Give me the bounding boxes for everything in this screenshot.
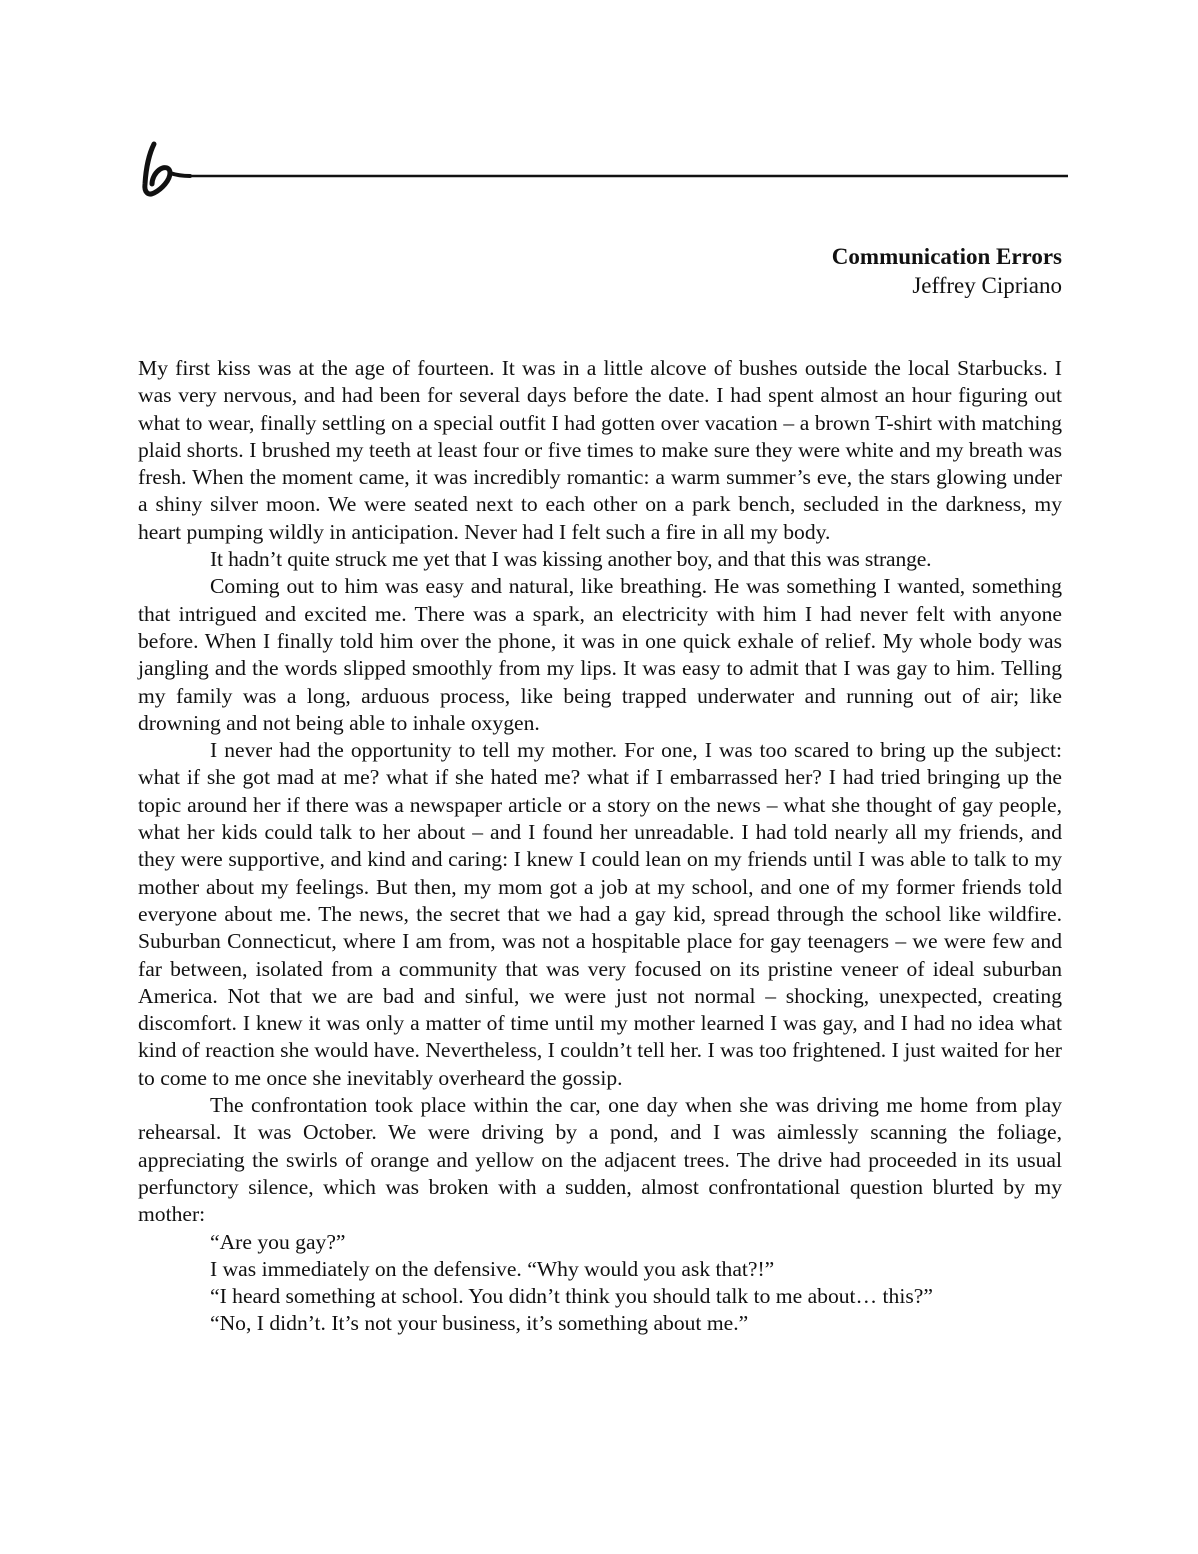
article-body [138, 355, 1062, 1338]
dialogue-line-3: “I heard something at school. You didn’t think you should talk to me about… this?” [210, 1284, 933, 1309]
paragraph-3: Coming out to him was easy and natural, like breathing. He was something I wanted, something that intrigued and excited me. There was a spark, an electricity with him I had never felt with anyone before. When I finally told him over the phone, it was in one quick exhale of relief. My whole body was jangling and the words slipped smoothly from my lips. It was easy to admit that I was gay to him. Telling my family was a long, arduous process, like being trapped underwater and running out of air; like drowning and not being able to inhale oxygen. [138, 574, 1062, 735]
paragraph-1: My first kiss was at the age of fourteen. It was in a little alcove of bushes outside the local Starbucks. I was very nervous, and had been for several days before the date. I had spent almost an hour figuring out what to wear, finally settling on a special outfit I had gotten over vacation – a brown T-shirt with matching plaid shorts. I brushed my teeth at least four or five times to make sure they were white and my breath was fresh. When the moment came, it was incredibly romantic: a warm summer’s eve, the stars glowing under a shiny silver moon. We were seated next to each other on a park bench, secluded in the darkness, my heart pumping wildly in anticipation. Never had I felt such a fire in all my body. [138, 356, 1062, 544]
dialogue-line-4: “No, I didn’t. It’s not your business, it’s something about me.” [210, 1311, 749, 1336]
paragraph-4: I never had the opportunity to tell my mother. For one, I was too scared to bring up the subject: what if she got mad at me? what if she hated me? what if I embarrassed her? I had tried bringing up the topic around her if there was a newspaper article or a story on the news – what she thought of gay people, what her kids could talk to her about – and I found her unreadable. I had told nearly all my friends, and they were supportive, and kind and caring: I knew I could lean on my friends until I was able to talk to my mother about my feelings. But then, my mom got a job at my school, and one of my former friends told everyone about me. The news, the secret that we had a gay kid, spread through the school like wildfire. Suburban Connecticut, where I am from, was not a hospitable place for gay teenagers – we were few and far between, isolated from a community that was very focused on its pristine veneer of ideal suburban America. Not that we are bad and sinful, we were just not normal – shocking, unexpected, creating discomfort. I knew it was only a matter of time until my mother learned I was gay, and I had no idea what kind of reaction she would have. Nevertheless, I couldn’t tell her. I was too frightened. I just waited for her to come to me once she inevitably overheard the gossip. [138, 738, 1062, 1090]
article-title: Communication Errors [831, 244, 1062, 269]
header-rule [140, 140, 1070, 200]
article-author: Jeffrey Cipriano [912, 273, 1062, 298]
paragraph-2: It hadn’t quite struck me yet that I was kissing another boy, and that this was strange. [210, 547, 932, 572]
script-b-logo-icon [140, 140, 1070, 200]
logo-stroke-b [145, 144, 170, 194]
paragraph-5: The confrontation took place within the car, one day when she was driving me home from play rehearsal. It was October. We were driving by a pond, and I was aimlessly scanning the foliage, appreciating the swirls of orange and yellow on the adjacent trees. The drive had proceeded in its usual perfunctory silence, which was broken with a sudden, almost confrontational question blurted by my mother: [138, 1093, 1062, 1227]
title-block [832, 242, 1062, 300]
dialogue-line-1: “Are you gay?” [210, 1229, 346, 1254]
dialogue-line-2: I was immediately on the defensive. “Why would you ask that?!” [210, 1256, 775, 1281]
logo-stroke-tail [170, 173, 190, 176]
